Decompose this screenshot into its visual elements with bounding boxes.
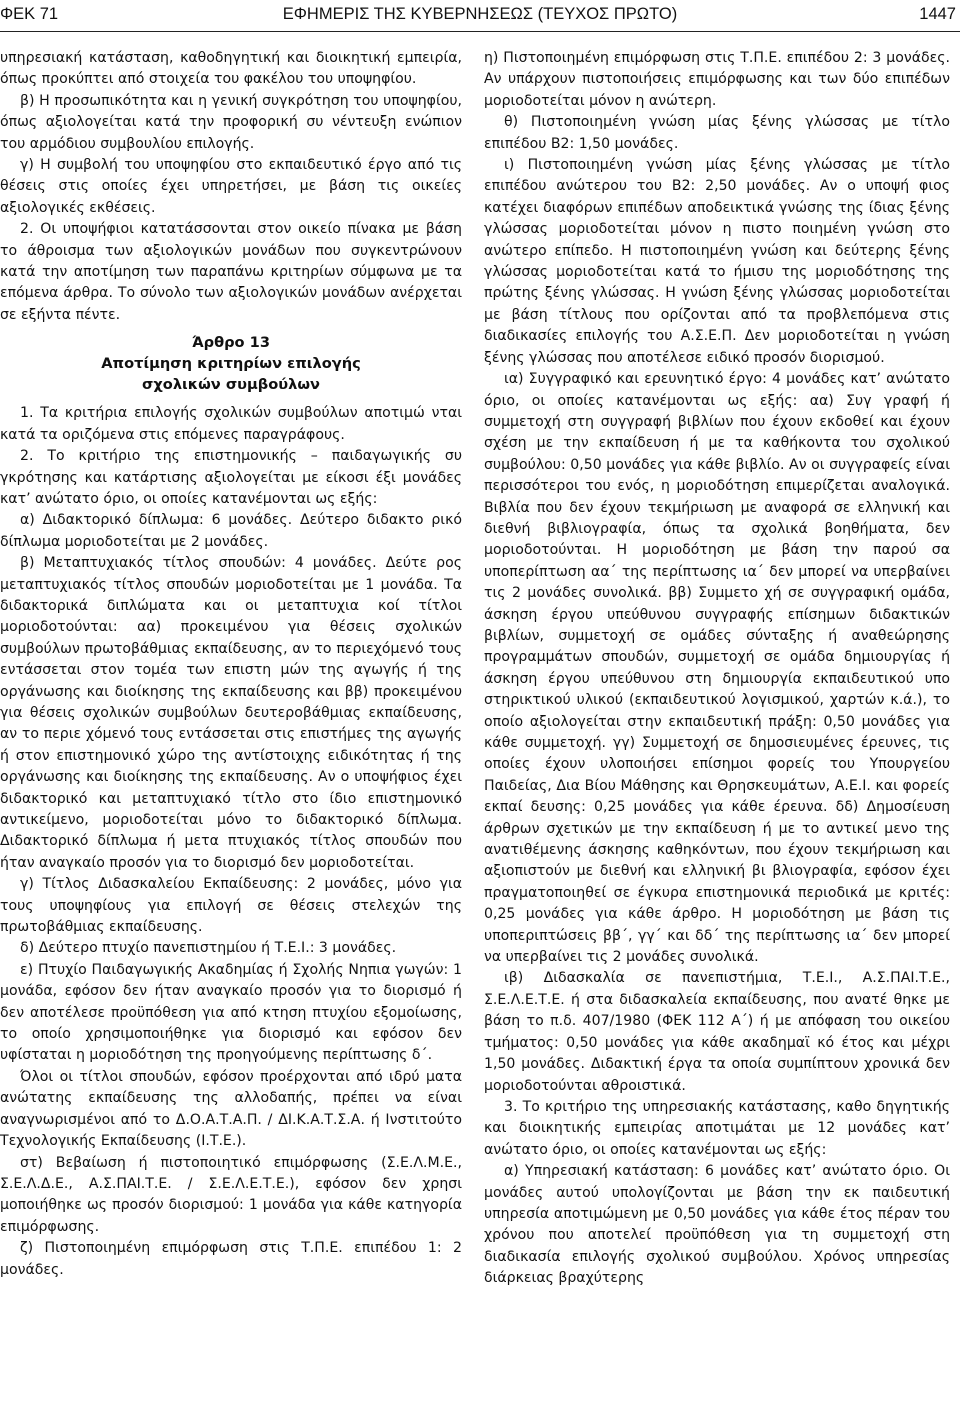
right-column [484, 48, 950, 1290]
paragraph: ζ) Πιστοποιημένη επιμόρφωση στις Τ.Π.Ε. επιπέδου 1: 2 μονάδες. [0, 1240, 462, 1278]
article-subtitle: σχολικών συμβούλων [142, 376, 320, 394]
page-number: 1447 [919, 5, 956, 23]
page-header [0, 0, 960, 28]
paragraph: ι) Πιστοποιημένη γνώση μίας ξένης γλώσσας με τίτλο επιπέδου ανώτερου του Β2: 2,50 μονάδες. Αν ο υποψή φιος κατέχει διαφόρων επιπέδων αποδεικτικά γνώσης της ίδιας ξένης γλώσσας μοριοδοτείται μόνον η πιστο ποιημένη γνώση στο ανώτερο επίπεδο. Η πιστοποιημένη γνώση και δεύτερης ξένης γλώσσας μοριοδοτείται κατά το ήμισυ της μοριοδότησης της πρώτης ξένης γλώσσας. Η γνώση ξένης γλώσσας μοριοδοτείται με βάση τίτλους που ορίζονται από τα προβλεπόμενα στις διαδικασίες επιλογής του Α.Σ.Ε.Π. Δεν μοριοδοτείται η γνώση ξένης γλώσσας που αποτέλεσε ειδικό προσόν διορισμού. [484, 157, 950, 366]
article-title: Άρθρο 13 [192, 334, 270, 352]
header-divider [0, 31, 960, 32]
paragraph: α) Υπηρεσιακή κατάσταση: 6 μονάδες κατ’ ανώτατο όριο. Οι μονάδες αυτού υπολογίζονται με βάση την εκ παιδευτική υπηρεσία αποτιμώμενη με 0,50 μονάδες για κάθε έτος πέραν του χρόνου που αποτελεί προϋπόθεση για τη συμμετοχή στη διαδικασία επιλογής σχολικού συμβούλου. Χρόνος υπηρεσίας διάρκειας βραχύτερης [484, 1163, 950, 1287]
article-subtitle: Αποτίμηση κριτηρίων επιλογής [101, 355, 361, 373]
paragraph: 1. Τα κριτήρια επιλογής σχολικών συμβούλων αποτιμώ νται κατά τα οριζόμενα στις επόμενες παραγράφους. [0, 405, 462, 443]
paragraph: α) Διδακτορικό δίπλωμα: 6 μονάδες. Δεύτερο διδακτο ρικό δίπλωμα μοριοδοτείται με 2 μονάδες. [0, 512, 462, 550]
paragraph: 2. Το κριτήριο της επιστημονικής – παιδαγωγικής συ γκρότησης και κατάρτισης αξιολογείται με είκοσι έξι μονάδες κατ’ ανώτατο όριο, οι οποίες κατανέμονται ως εξής: [0, 448, 462, 507]
paragraph: υπηρεσιακή κατάσταση, καθοδηγητική και διοικητική εμπειρία, όπως προκύπτει από στοιχεία του φακέλου του υποψηφίου. [0, 50, 462, 88]
paragraph: στ) Βεβαίωση ή πιστοποιητικό επιμόρφωσης (Σ.Ε.Λ.Μ.Ε., Σ.Ε.Λ.Δ.Ε., Α.Σ.ΠΑΙ.Τ.Ε. / Σ.Ε.Λ.Ε.Τ.Ε.), εφόσον δεν χρησι μοποιήθηκε ως προσόν διορισμού: 1 μονάδα για κάθε κατηγορία επιμόρφωσης. [0, 1154, 462, 1235]
gazette-title: ΕΦΗΜΕΡΙΣ ΤΗΣ ΚΥΒΕΡΝΗΣΕΩΣ (ΤΕΥΧΟΣ ΠΡΩΤΟ) [282, 5, 678, 23]
paragraph: 2. Οι υποψήφιοι κατατάσσονται στον οικείο πίνακα με βάση το άθροισμα των αξιολογικών μονάδων που συγκεντρώνουν κατά την αποτίμηση των παραπάνω κριτηρίων σύμφωνα με τα επόμενα άρθρα. Το σύνολο των αξιολογικών μονάδων ανέρχεται σε εξήντα πέντε. [0, 221, 462, 323]
paragraph: θ) Πιστοποιημένη γνώση μίας ξένης γλώσσας με τίτλο επιπέδου Β2: 1,50 μονάδες. [484, 114, 950, 152]
article-heading [0, 332, 462, 395]
paragraph: Όλοι οι τίτλοι σπουδών, εφόσον προέρχονται από ιδρύ ματα ανώτατης εκπαίδευσης της αλλοδαπής, πρέπει να είναι αναγνωρισμένοι από το Δ.Ο.Α.Τ.Α.Π. / ΔΙ.Κ.Α.Τ.Σ.Α. ή Ινστιτούτο Τεχνολογικής Εκπαίδευσης (Ι.Τ.Ε.). [0, 1068, 462, 1150]
paragraph: ιβ) Διδασκαλία σε πανεπιστήμια, Τ.Ε.Ι., Α.Σ.ΠΑΙ.Τ.Ε., Σ.Ε.Λ.Ε.Τ.Ε. ή στα διδασκαλεία εκπαίδευσης, που ανατέ θηκε με βάση το π.δ. 407/1980 (ΦΕΚ 112 Α΄) ή με απόφαση του οικείου τμήματος: 0,50 μονάδες για κάθε ακαδημαϊ κό έτος και μέχρι 1,50 μονάδες. Διδακτική έργα τα οποία συμπίπτουν χρονικά δεν μοριοδοτούνται αθροιστικά. [484, 970, 950, 1094]
paragraph: γ) Τίτλος Διδασκαλείου Εκπαίδευσης: 2 μονάδες, μόνο για τους υποψηφίους για επιλογή σε θέσεις στελεχών της πρωτοβάθμιας εκπαίδευσης. [0, 876, 462, 936]
paragraph: ε) Πτυχίο Παιδαγωγικής Ακαδημίας ή Σχολής Νηπια γωγών: 1 μονάδα, εφόσον δεν ήταν αναγκαίο προσόν για το διορισμό ή δεν αποτέλεσε προϋπόθεση για από κτηση πτυχίου εξομοίωσης, το οποίο χρησιμοποιήθηκε για διορισμό και εφόσον δεν υφίσταται η μοριοδότηση της προηγούμενης περίπτωσης δ΄. [0, 961, 462, 1064]
paragraph: η) Πιστοποιημένη επιμόρφωση στις Τ.Π.Ε. επιπέδου 2: 3 μονάδες. Αν υπάρχουν πιστοποιήσεις επιμόρφωσης και των δύο επιπέδων μοριοδοτείται μόνον η ανώτερη. [484, 50, 950, 109]
paragraph: β) Μεταπτυχιακός τίτλος σπουδών: 4 μονάδες. Δεύτε ρος μεταπτυχιακός τίτλος σπουδών μοριοδοτείται με 1 μονάδα. Τα διδακτορικά διπλώματα και οι μεταπτυχια κοί τίτλοι μοριοδοτούνται: αα) προκειμένου για θέσεις σχολικών συμβούλων πρωτοβάθμιας εκπαίδευσης, αν το περιεχόμενό τους εντάσσεται στον τομέα των επιστη μών της αγωγής ή της οργάνωσης και διοίκησης της εκπαίδευσης και ββ) προκειμένου για θέσεις σχολικών συμβούλων δευτεροβάθμιας εκπαίδευσης, αν το περιε χόμενό τους εντάσσεται στις επιστήμες της αγωγής ή στον επιστημονικό χώρο της αντίστοιχης ειδικότητας ή της οργάνωσης και διοίκησης της εκπαίδευσης. Αν ο υποψήφιος έχει διδακτορικό και μεταπτυχιακό τίτλο στο ίδιο επιστημονικό αντικείμενο, μοριοδοτείται μόνο το διδακτορικό δίπλωμα. Διδακτορικό δίπλωμα ή μετα πτυχιακός τίτλος σπουδών που ήταν αναγκαίο προσόν για το διορισμό δεν μοριοδοτείται. [0, 555, 462, 871]
paragraph: γ) Η συμβολή του υποψηφίου στο εκπαιδευτικό έργο από τις θέσεις στις οποίες έχει υπηρετήσει, με βάση τις οικείες αξιολογικές εκθέσεις. [0, 157, 462, 216]
paragraph: 3. Το κριτήριο της υπηρεσιακής κατάστασης, καθο δηγητικής και διοικητικής εμπειρίας αποτιμάται με 12 μονάδες κατ’ ανώτατο όριο, οι οποίες κατανέμονται ως εξής: [484, 1098, 950, 1158]
gazette-issue-number: ΦΕΚ 71 [0, 5, 59, 23]
paragraph: β) Η προσωπικότητα και η γενική συγκρότηση του υποψηφίου, όπως αξιολογείται κατά την προφορική συ νέντευξη ενώπιον του αρμόδιου συμβουλίου επιλογής. [0, 92, 462, 152]
paragraph: ια) Συγγραφικό και ερευνητικό έργο: 4 μονάδες κατ’ ανώτατο όριο, οι οποίες κατανέμονται ως εξής: αα) Συγ γραφή ή συμμετοχή στη συγγραφή βιβλίων που έχουν εκδοθεί και έχουν σχέση με την εκπαίδευση ή με τα καθήκοντα του σχολικού συμβούλου: 0,50 μονάδες για κάθε βιβλίο. Αν οι συγγραφείς είναι περισσότεροι του ενός, η μοριοδότηση επιμερίζεται αναλογικά. Βιβλία που δεν έχουν τεκμήριωση με αναφορά σε ελληνική και διεθνή βιβλιογραφία, όπως τα σχολικά βοηθήματα, δεν μοριοδοτούνται. Η μοριοδότηση με βάση την παρού σα υποπερίπτωση αα΄ της περίπτωσης ια΄ δεν μπορεί να υπερβαίνει τις 2 μονάδες συνολικά. ββ) Συμμετο χή σε συγγραφική ομάδα, άσκηση έργου υπεύθυνου συγγραφής επίσημων διδακτικών βιβλίων, συμμετοχή σε ομάδες σύνταξης ή αναθεώρησης προγραμμάτων σπουδών, συμμετοχή σε ομάδα δημιουργίας ή άσκηση έργου υπεύθυνου στη δημιουργία εκπαιδευτικού υπο στηρικτικού υλικού (εκπαιδευτικού λογισμικού, χαρτών κ.ά.), το οποίο αξιολογείται στην εκπαιδευτική πράξη: 0,50 μονάδες για κάθε συμμετοχή. γγ) Συμμετοχή σε δημοσιευμένες έρευνες, τις οποίες έχουν υλοποιήσει επίσημοι φορείς του Υπουργείου Παιδείας, Δια Βίου Μάθησης και Θρησκευμάτων, Α.Ε.Ι. και φορείς εκπαί δευσης: 0,25 μονάδες για κάθε έρευνα. δδ) Δημοσίευση άρθρων σχετικών με την εκπαίδευση ή με το αντικεί μενο της ανατιθέμενης άσκησης καθηκόντων, που έχουν τεκμήριωση και αξιοπιστούν με διεθνή και ελληνική βι βλιογραφία, εφόσον έχει πραγματοποιηθεί σε έγκυρα επιστημονικά περιοδικά με κριτές: 0,25 μονάδες για κάθε άρθρο. Η μοριοδότηση με βάση τις υποπεριπτώσεις ββ΄, γγ΄ και δδ΄ της περίπτωσης ια΄ δεν μπορεί να υπερβαίνει τις 2 μονάδες συνολικά. [484, 371, 950, 966]
left-column [0, 48, 462, 1281]
paragraph: δ) Δεύτερο πτυχίο πανεπιστημίου ή Τ.Ε.Ι.: 3 μονάδες. [20, 940, 397, 957]
